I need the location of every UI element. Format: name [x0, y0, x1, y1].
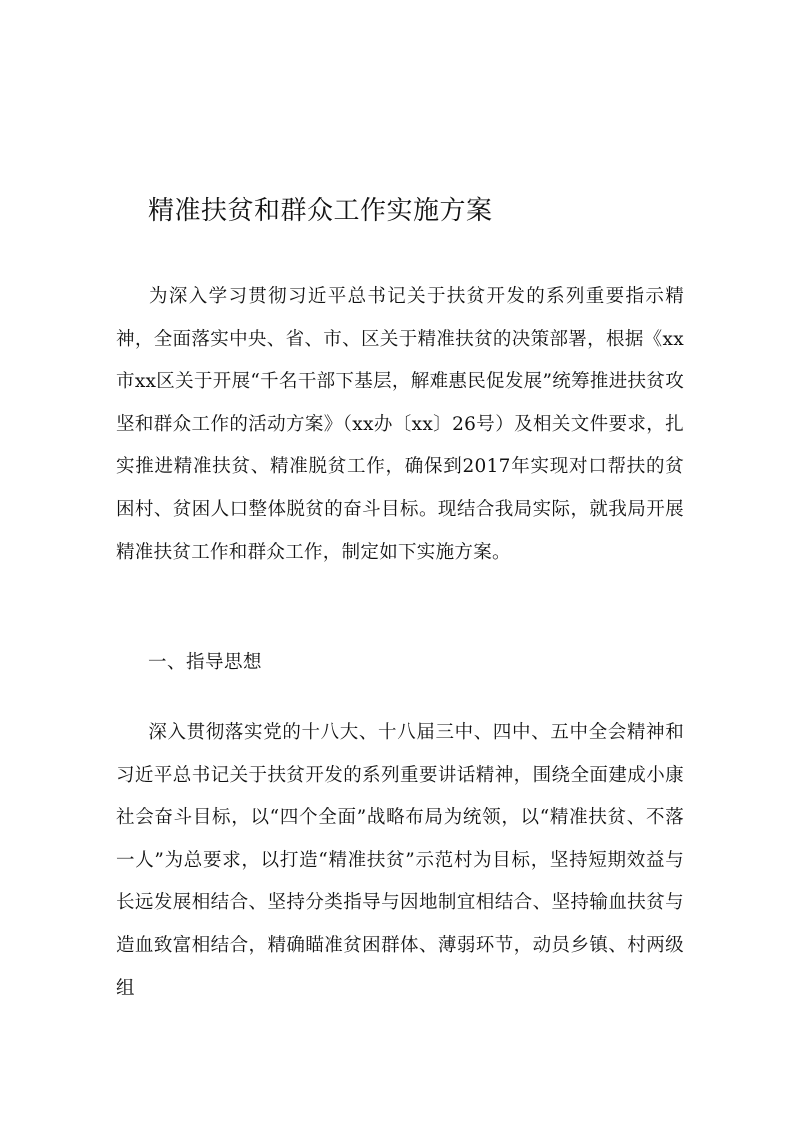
- paragraph-text: 深入贯彻落实党的十八大、十八届三中、四中、五中全会精神和习近平总书记关于扶贫开发的系列重要讲话精神，围绕全面建成小康社会奋斗目标，以“四个全面”战略布局为统领，以“精准扶贫、不落一人”为总要求，以打造“精准扶贫”示范村为目标，坚持短期效益与长远发展相结合、坚持分类指导与因地制宜相结合、坚持输血扶贫与造血致富相结合，精确瞄准贫困群体、薄弱环节，动员乡镇、村两级组: [116, 722, 684, 999]
- body-paragraph: [116, 712, 684, 1010]
- document-title: 精准扶贫和群众工作实施方案: [148, 196, 493, 226]
- body-paragraph: [116, 276, 684, 574]
- paragraph-text: 为深入学习贯彻习近平总书记关于扶贫开发的系列重要指示精神，全面落实中央、省、市、区关于精准扶贫的决策部署，根据《xx市xx区关于开展“千名干部下基层，解难惠民促发展”统筹推进扶贫攻坚和群众工作的活动方案》（xx办〔xx〕26号）及相关文件要求，扎实推进精准扶贫、精准脱贫工作，确保到2017年实现对口帮扶的贫困村、贫困人口整体脱贫的奋斗目标。现结合我局实际，就我局开展精准扶贫工作和群众工作，制定如下实施方案。: [116, 286, 684, 563]
- section-heading: 一、指导思想: [148, 652, 263, 673]
